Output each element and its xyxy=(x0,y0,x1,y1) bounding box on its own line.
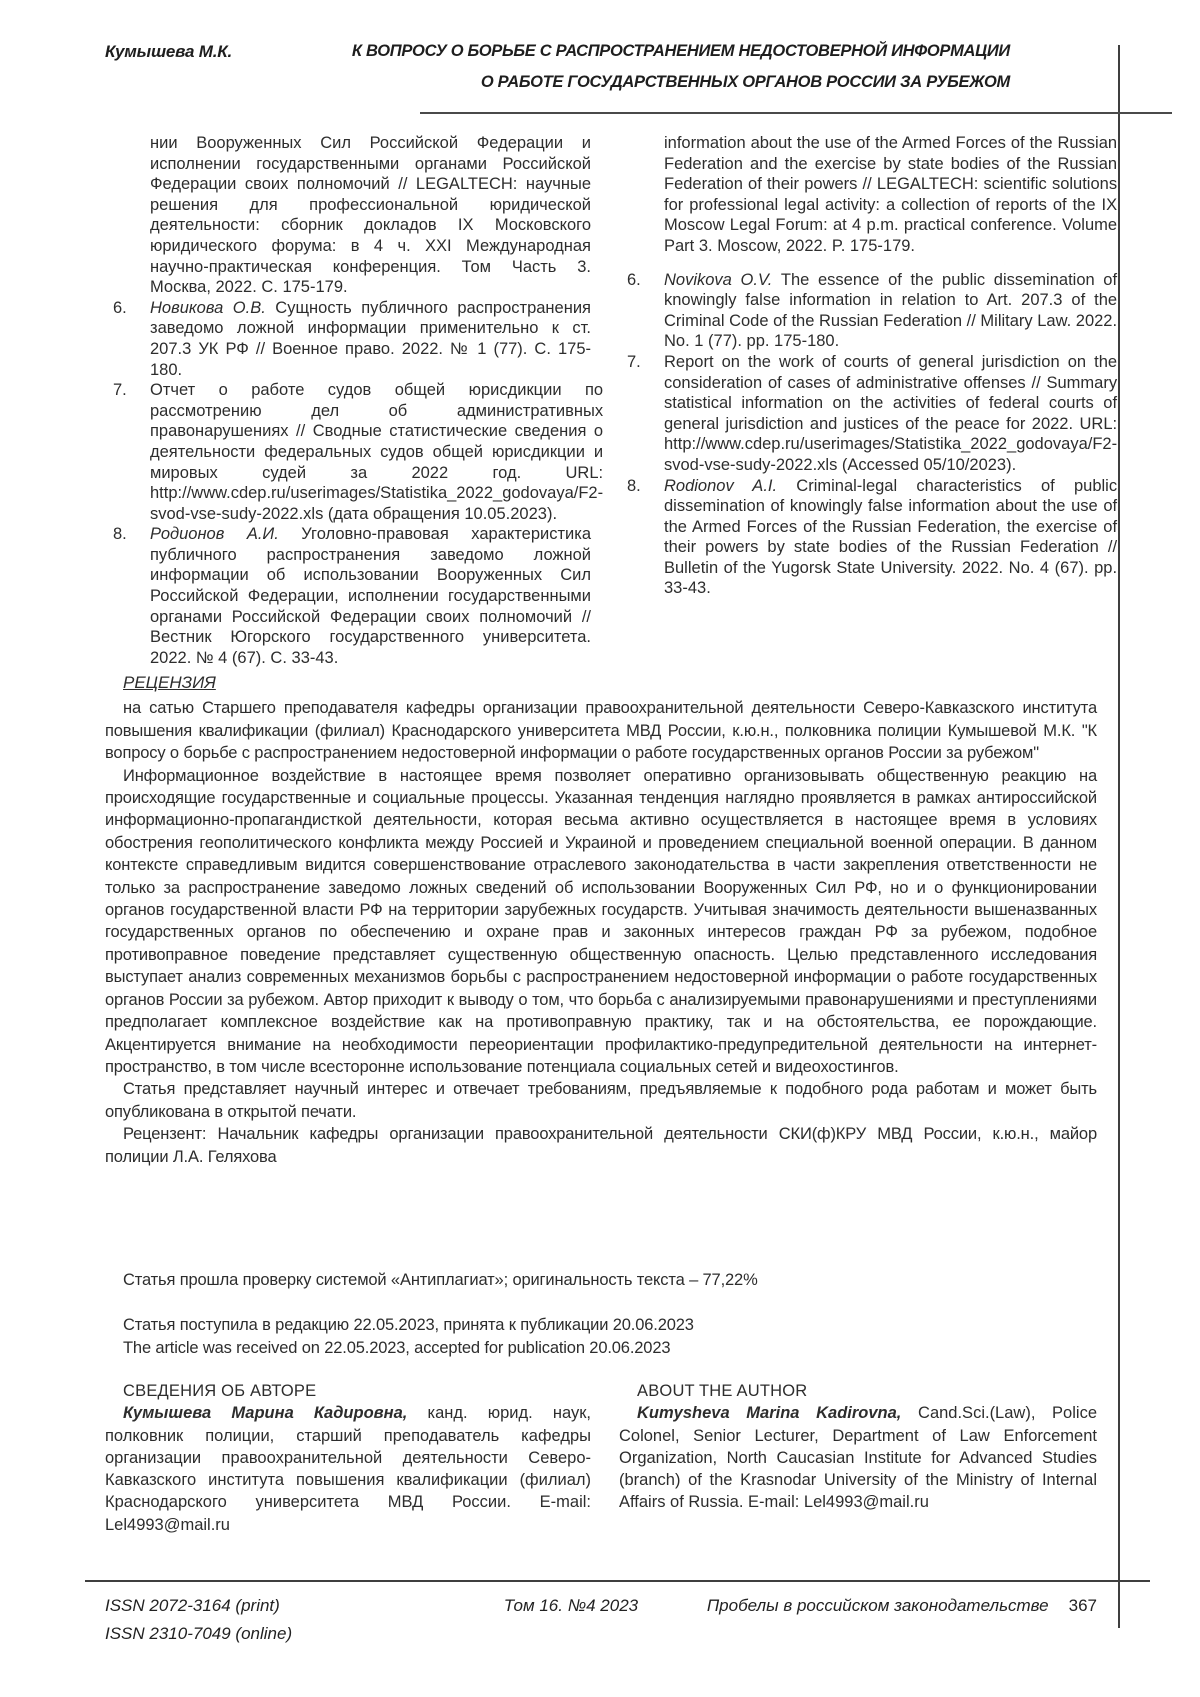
journal-title-block xyxy=(707,1592,1097,1620)
reference-body: The essence of the public dissemination of knowingly false information in relation to Art. 207.3 of the Criminal Code of the Russian Federation // Military Law. 2022. No. 1 (77). pp. 175-180. xyxy=(664,270,1118,351)
journal-title: Пробелы в российском законодательстве xyxy=(706,1596,1049,1615)
references-column-english xyxy=(619,133,1117,668)
reference-item-ru-6 xyxy=(105,298,591,380)
title-line-2: О РАБОТЕ ГОСУДАРСТВЕННЫХ ОРГАНОВ РОССИИ ЗА РУБЕЖОМ xyxy=(480,73,1010,91)
page-number: 367 xyxy=(1068,1596,1097,1615)
about-author-text-en xyxy=(619,1402,1097,1513)
author-name-en: Kumysheva Marina Kadirovna, xyxy=(637,1404,919,1423)
references-column-russian xyxy=(105,133,604,668)
reference-item-ru-7 xyxy=(105,380,604,524)
review-subject-paragraph: на сатью Старшего преподавателя кафедры организации правоохранительной деятельности Северо-Кавказского института повышения квалификации (филиал) Краснодарского университета МВД России, к.ю.н., полковника полиции Кумышевой М.К. "К вопросу о борьбе с распространением недостоверной информации о работе государственных органов России за рубежом" xyxy=(105,699,1097,763)
reference-body: Сущность публичного распространения заведомо ложной информации применительно к ст. 207.3 УК РФ // Военное право. 2022. № 1 (77). С. 175-180. xyxy=(150,298,591,379)
reference-continuation-ru: нии Вооруженных Сил Российской Федерации и исполнении государственными органами Российской Федерации своих полномочий // LEGALTECH: научные решения для профессиональной юридической деятельности: сборник докладов IX Московского юридического форума: в 4 ч. XXI Международная научно-практическая конференция. Том Часть 3. Москва, 2022. С. 175-179. xyxy=(150,134,591,297)
author-bio-en: Cand.Sci.(Law), Police Colonel, Senior Lecturer, Department of Law Enforcement Organization, North Caucasian Institute for Advanced Studies (branch) of the Krasnodar University of the Ministry of Internal Affairs of Russia. E-mail: Lel4993@mail.ru xyxy=(619,1404,1097,1512)
review-heading: РЕЦЕНЗИЯ xyxy=(123,673,216,692)
received-date-ru: Статья поступила в редакцию 22.05.2023, принята к публикации 20.06.2023 xyxy=(123,1316,694,1334)
reference-text xyxy=(150,524,591,668)
reference-author: Родионов А.И. xyxy=(150,525,302,544)
submission-dates xyxy=(105,1314,1097,1359)
reference-body: Report on the work of courts of general jurisdiction on the consideration of cases of administrative offenses // Summary statistical information on the activities of federal courts of general jurisdiction and justices of the peace for 2022. URL: http://www.cdep.ru/userimages/Statistika_2022_godovaya/F2-svod-vse-sudy-2022.xls (Accessed 05/10/2023). xyxy=(664,352,1118,474)
volume-issue: Том 16. №4 2023 xyxy=(503,1596,639,1615)
page-footer xyxy=(105,1592,1097,1648)
header-divider-rule xyxy=(420,112,1172,114)
antiplagiarism-note: Статья прошла проверку системой «Антиплагиат»; оригинальность текста – 77,22% xyxy=(123,1271,758,1289)
about-author-heading-ru: СВЕДЕНИЯ ОБ АВТОРЕ xyxy=(123,1382,317,1400)
author-name-ru: Кумышева Марина Кадировна, xyxy=(123,1404,428,1423)
issn-online: ISSN 2310-7049 (online) xyxy=(105,1624,293,1643)
about-author-russian xyxy=(105,1380,591,1536)
reference-number: 7. xyxy=(627,352,641,371)
review-conclusion-paragraph: Статья представляет научный интерес и отвечает требованиям, предъявляемые к подобного рода работам и может быть опубликована в открытой печати. xyxy=(105,1080,1097,1121)
reference-item-en-6 xyxy=(619,270,1117,352)
right-margin-rule xyxy=(1118,45,1120,1628)
author-bio-ru: канд. юрид. наук, полковник полиции, старший преподаватель кафедры организации правоохранительной деятельности Северо-Кавказского института повышения квалификации (филиал) Краснодарского университета МВД России. E-mail: Lel4993@mail.ru xyxy=(105,1404,591,1534)
title-line-1: К ВОПРОСУ О БОРЬБЕ С РАСПРОСТРАНЕНИЕМ НЕДОСТОВЕРНОЙ ИНФОРМАЦИИ xyxy=(351,42,1010,60)
running-head-author: Кумышева М.К. xyxy=(105,42,233,61)
reference-body: Уголовно-правовая характеристика публичного распространения заведомо ложной информации об использовании Вооруженных Сил Российской Федерации, исполнении государственными органами Российской Федерации своих полномочий // Вестник Югорского государственного университета. 2022. № 4 (67). С. 33-43. xyxy=(150,525,591,667)
reference-item-ru-8 xyxy=(105,524,591,668)
about-author-section xyxy=(105,1380,1097,1536)
reference-author: Rodionov A.I. xyxy=(664,476,797,495)
reference-number: 6. xyxy=(627,270,641,289)
footer-divider-rule xyxy=(85,1580,1150,1582)
reference-text xyxy=(664,476,1117,600)
reference-number: 8. xyxy=(627,476,641,495)
about-author-english xyxy=(619,1380,1097,1536)
reference-number: 6. xyxy=(113,298,127,317)
reference-item-en-8 xyxy=(619,476,1117,600)
reference-author: Novikova O.V. xyxy=(664,270,781,289)
reference-body: Отчет о работе судов общей юрисдикции по рассмотрению дел об административных правонарушениях // Сводные статистические сведения о деятельности федеральных судов общей юрисдикции и мировых судей за 2022 год. URL: http://www.cdep.ru/userimages/Statistika_2022_godovaya/F2-svod-vse-sudy-2022.xls (дата обращения 10.05.2023). xyxy=(150,381,604,523)
reference-body: Criminal-legal characteristics of public dissemination of knowingly false information about the use of the Armed Forces of the Russian Federation, the exercise of their powers by state bodies of the Russian Federation // Bulletin of the Yugorsk State University. 2022. No. 4 (67). pp. 33-43. xyxy=(664,476,1118,598)
review-section xyxy=(105,672,1097,1168)
reference-text xyxy=(664,270,1117,352)
received-date-en: The article was received on 22.05.2023, accepted for publication 20.06.2023 xyxy=(123,1338,671,1357)
reference-author: Новикова О.В. xyxy=(150,298,276,317)
about-author-heading-en: ABOUT THE AUTHOR xyxy=(637,1382,808,1400)
issn-print: ISSN 2072-3164 (print) xyxy=(105,1596,280,1615)
about-author-text-ru xyxy=(105,1402,591,1536)
running-header xyxy=(105,36,1010,98)
reference-number: 7. xyxy=(113,381,127,400)
reference-text xyxy=(150,380,603,524)
issn-block xyxy=(105,1592,435,1648)
references-section xyxy=(105,133,1118,668)
reviewer-line: Рецензент: Начальник кафедры организации правоохранительной деятельности СКИ(ф)КРУ МВД России, к.ю.н., майор полиции Л.А. Геляхова xyxy=(105,1125,1097,1166)
reference-number: 8. xyxy=(113,525,127,544)
review-body-paragraph: Информационное воздействие в настоящее время позволяет оперативно организовывать общественную реакцию на происходящие государственные и социальные процессы. Указанная тенденция наглядно проявляется в рамках антироссийской информационно-пропагандисткой деятельности, которая весьма активно осуществляется в настоящее время в условиях обострения геополитического конфликта между Россией и Украиной и проведением специальной военной операции. В данном контексте справедливым видится совершенствование отраслевого законодательства в части закрепления ответственности не только за распространение заведомо ложных сведений об использовании Вооруженных Сил РФ, но и о функционировании органов государственной власти РФ на территории зарубежных государств. Учитывая значимость деятельности вышеназванных государственных органов по обеспечению и охране прав и законных интересов граждан РФ за рубежом, подобное противоправное поведение представляет существенную общественную опасность. Целью представленного исследования выступает анализ современных механизмов борьбы с распространением недостоверной информации о работе государственных органов России за рубежом. Автор приходит к выводу о том, что борьба с анализируемыми правонарушениями и преступлениями предполагает комплексное воздействие как на противоправную практику, так и на обстоятельства, ее порождающие. Акцентируется внимание на необходимости переориентации профилактико-предупредительной деятельности на интернет-пространство, в том числе всесторонне использование потенциала социальных сетей и видеохостингов. xyxy=(105,766,1097,1076)
reference-text xyxy=(664,352,1117,476)
reference-item-en-7 xyxy=(619,352,1117,476)
running-head-title xyxy=(232,36,1010,98)
reference-text xyxy=(150,298,591,380)
reference-continuation-en: information about the use of the Armed Forces of the Russian Federation and the exercise by state bodies of the Russian Federation of their powers // LEGALTECH: scientific solutions for professional legal activity: a collection of reports of the IX Moscow Legal Forum: at 4 p.m. practical conference. Volume Part 3. Moscow, 2022. P. 175-179. xyxy=(664,134,1118,255)
